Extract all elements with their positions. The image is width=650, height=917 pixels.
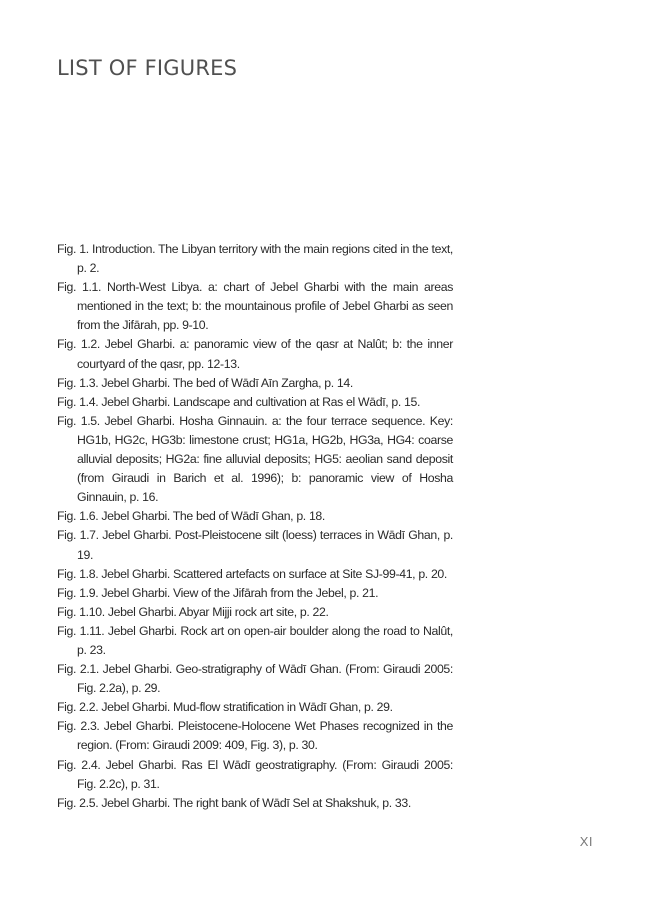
- figure-entry: Fig. 1. Introduction. The Libyan territory with the main regions cited in the text, p. 2.: [57, 242, 453, 276]
- figure-entry: Fig. 2.3. Jebel Gharbi. Pleistocene-Holocene Wet Phases recognized in the region. (From: Giraudi 2009: 409, Fig. 3), p. 30.: [57, 719, 453, 753]
- figure-entry: Fig. 2.2. Jebel Gharbi. Mud-flow stratification in Wādī Ghan, p. 29.: [57, 700, 393, 715]
- figure-list: [57, 240, 453, 813]
- figure-entry: Fig. 1.5. Jebel Gharbi. Hosha Ginnauin. a: the four terrace sequence. Key: HG1b, HG2c, HG3b: limestone crust; HG1a, HG2b, HG3a, HG4: coarse alluvial deposits; HG2a: fine alluvial deposits; HG5: aeolian sand deposit (from Giraudi in Barich et al. 1996); b: panoramic view of Hosha Ginnauin, p. 16.: [57, 413, 453, 505]
- figure-entry: Fig. 1.4. Jebel Gharbi. Landscape and cultivation at Ras el Wādī, p. 15.: [57, 394, 421, 409]
- figure-entry: Fig. 1.11. Jebel Gharbi. Rock art on open-air boulder along the road to Nalût, p. 23.: [57, 623, 453, 657]
- figure-entry: Fig. 1.1. North-West Libya. a: chart of Jebel Gharbi with the main areas mentioned in the text; b: the mountainous profile of Jebel Gharbi as seen from the Jifārah, pp. 9-10.: [57, 280, 453, 333]
- page-number: XI: [579, 834, 593, 849]
- page-title: LIST OF FIGURES: [57, 56, 238, 80]
- figure-entry: Fig. 2.1. Jebel Gharbi. Geo-stratigraphy of Wādī Ghan. (From: Giraudi 2005: Fig. 2.2a), p. 29.: [57, 662, 453, 696]
- figure-entry: Fig. 1.8. Jebel Gharbi. Scattered artefacts on surface at Site SJ-99-41, p. 20.: [57, 566, 447, 581]
- figure-entry: Fig. 1.7. Jebel Gharbi. Post-Pleistocene silt (loess) terraces in Wādī Ghan, p. 19.: [57, 528, 453, 562]
- figure-entry: Fig. 1.9. Jebel Gharbi. View of the Jifārah from the Jebel, p. 21.: [57, 585, 379, 600]
- figure-entry: Fig. 1.10. Jebel Gharbi. Abyar Mijji rock art site, p. 22.: [57, 604, 329, 619]
- figure-entry: Fig. 2.5. Jebel Gharbi. The right bank of Wādī Sel at Shakshuk, p. 33.: [57, 795, 411, 810]
- figure-entry: Fig. 1.6. Jebel Gharbi. The bed of Wādī Ghan, p. 18.: [57, 509, 325, 524]
- figure-entry: Fig. 1.3. Jebel Gharbi. The bed of Wādī Aīn Zargha, p. 14.: [57, 375, 353, 390]
- figure-entry: Fig. 2.4. Jebel Gharbi. Ras El Wādī geostratigraphy. (From: Giraudi 2005: Fig. 2.2c), p. 31.: [57, 757, 453, 791]
- figure-entry: Fig. 1.2. Jebel Gharbi. a: panoramic view of the qasr at Nalût; b: the inner courtyard of the qasr, pp. 12-13.: [57, 337, 453, 371]
